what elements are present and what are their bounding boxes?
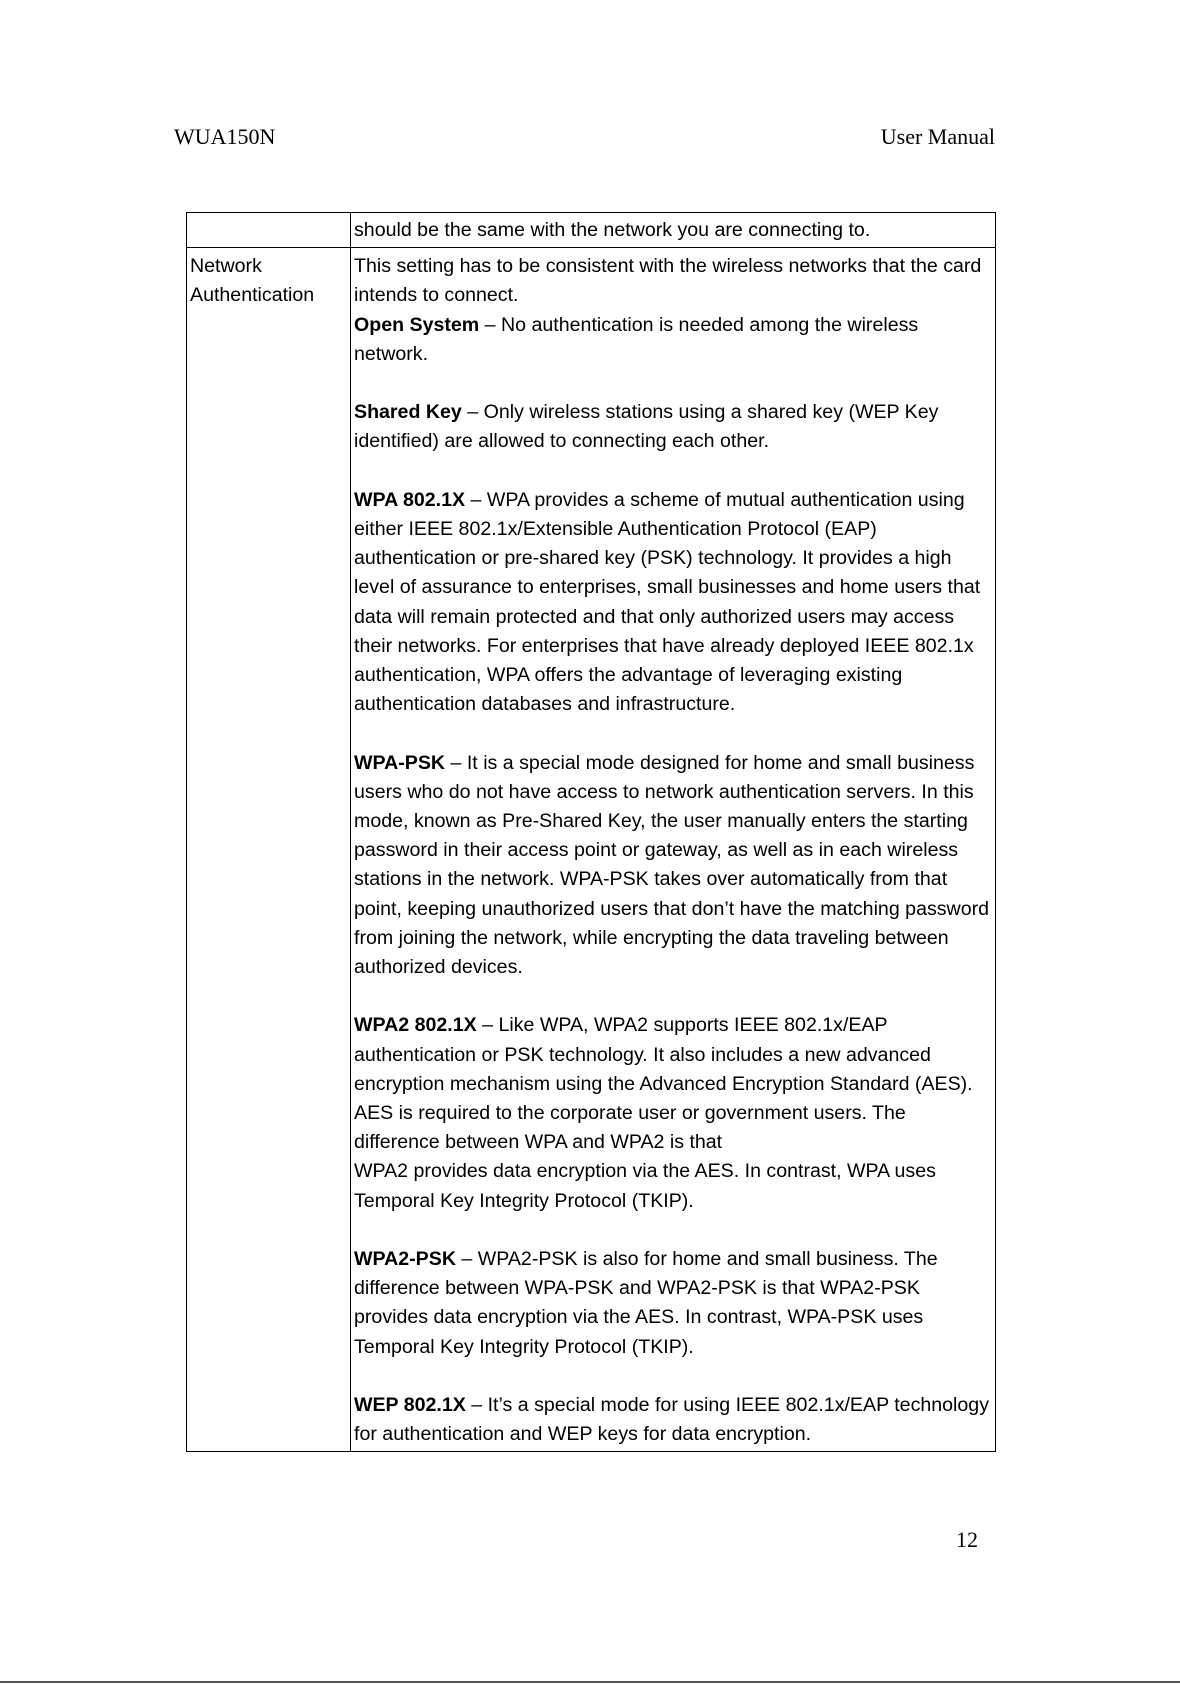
header-product-name: WUA150N [174, 124, 276, 149]
mode-description: – It’s a special mode for using IEEE 802.1x/EAP technology for authentication and WEP keys for data encryption. [354, 1394, 990, 1446]
table-row [187, 213, 996, 248]
mode-shared-key [354, 398, 991, 456]
mode-wpa-8021x [354, 486, 991, 720]
mode-description: – WPA provides a scheme of mutual authentication using either IEEE 802.1x/Extensible Authentication Protocol (EAP) authentication or pre-shared key (PSK) technology. It provides a high level of assurance to enterprises, small businesses and home users that data will remain protected and that only authorized users may access their networks. For enterprises that have already deployed IEEE 802.1x authentication, WPA offers the advantage of leveraging existing authentication databases and infrastructure. [354, 488, 981, 716]
mode-term: WEP 802.1X [354, 1394, 466, 1417]
mode-term: Shared Key [354, 401, 462, 424]
mode-wpa2-8021x [354, 1011, 991, 1215]
settings-table [186, 212, 996, 1452]
mode-description: – Only wireless stations using a shared key (WEP Key identified) are allowed to connecting each other. [354, 401, 939, 453]
description-cell: should be the same with the network you are connecting to. [351, 213, 996, 248]
term-cell-network-authentication: Network Authentication [187, 248, 351, 1452]
mode-wpa2-psk [354, 1245, 991, 1362]
table-row [187, 248, 996, 1452]
mode-term: WPA2-PSK [354, 1248, 456, 1271]
intro-paragraph: This setting has to be consistent with the wireless networks that the card intends to connect. [354, 255, 982, 307]
mode-description: – It is a special mode designed for home and small business users who do not have access to network authentication servers. In this mode, known as Pre-Shared Key, the user manually enters the starting password in their access point or gateway, as well as in each wireless stations in the network. WPA-PSK takes over automatically from that point, keeping unauthorized users that don’t have the matching password from joining the network, while encrypting the data traveling between authorized devices. [354, 751, 990, 979]
mode-open-system [354, 311, 991, 369]
mode-wep-8021x [354, 1391, 991, 1449]
mode-term: Open System [354, 313, 480, 336]
mode-description: – WPA2-PSK is also for home and small business. The difference between WPA-PSK and WPA2-PSK is that WPA2-PSK provides data encryption via the AES. In contrast, WPA-PSK uses Temporal Key Integrity Protocol (TKIP). [354, 1248, 938, 1358]
mode-term: WPA2 802.1X [354, 1014, 477, 1037]
mode-term: WPA 802.1X [354, 488, 466, 511]
mode-description: – No authentication is needed among the wireless network. [354, 313, 919, 365]
bottom-divider [0, 1681, 1180, 1683]
mode-description: – Like WPA, WPA2 supports IEEE 802.1x/EAP authentication or PSK technology. It also includes a new advanced encryption mechanism using the Advanced Encryption Standard (AES). AES is required to the corporate user or government users. The difference between WPA and WPA2 is that [354, 1014, 973, 1154]
mode-wpa-psk [354, 749, 991, 983]
term-cell [187, 213, 351, 248]
mode-term: WPA-PSK [354, 751, 446, 774]
header-document-title: User Manual [880, 124, 995, 149]
mode-description-continued: WPA2 provides data encryption via the AES. In contrast, WPA uses Temporal Key Integrity Protocol (TKIP). [354, 1160, 936, 1212]
description-cell-network-authentication [351, 248, 996, 1452]
page-number: 12 [956, 1527, 978, 1552]
